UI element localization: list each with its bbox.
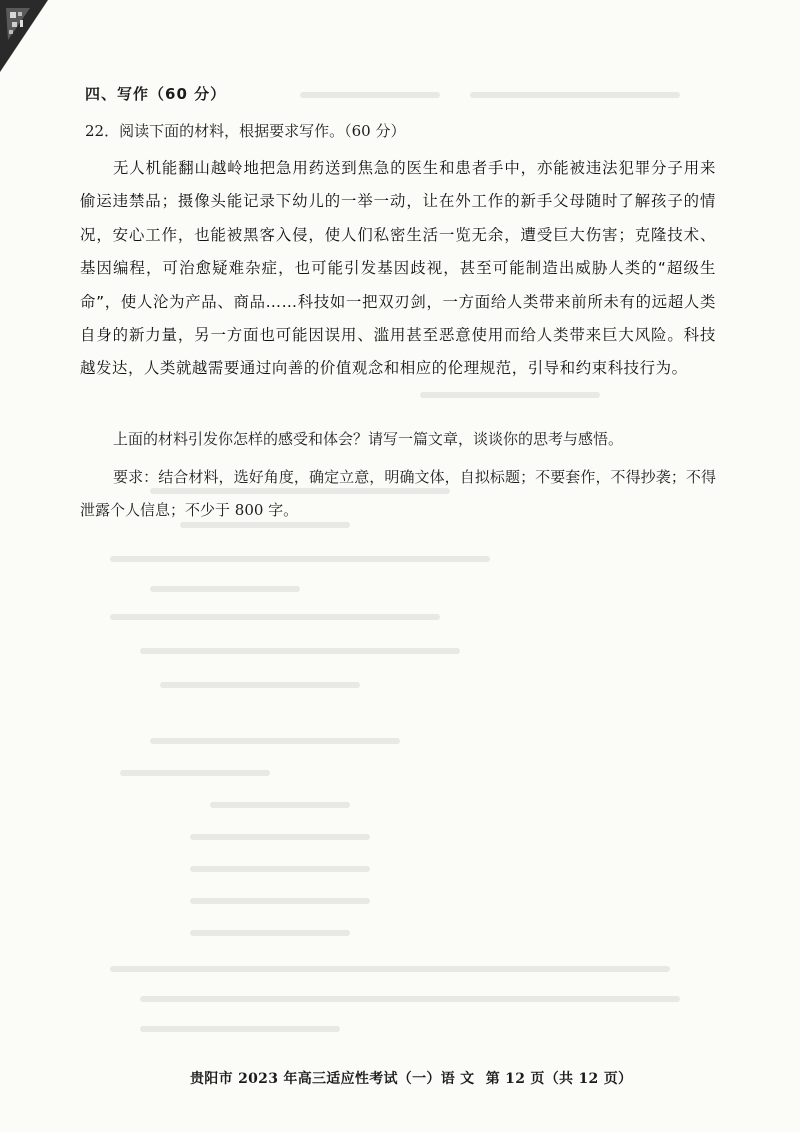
question-title: 22．阅读下面的材料，根据要求写作。（60 分）: [85, 122, 406, 140]
writing-prompt: 上面的材料引发你怎样的感受和体会？请写一篇文章，谈谈你的思考与感悟。: [113, 430, 624, 448]
material-paragraph: 无人机能翻山越岭地把急用药送到焦急的医生和患者手中，亦能被违法犯罪分子用来偷运违禁品；摄像头能记录下幼儿的一举一动，让在外工作的新手父母随时了解孩子的情况，安心工作，也能被黑客入侵，使人们私密生活一览无余，遭受巨大伤害；克隆技术、基因编程，可治愈疑难杂症，也可能引发基因歧视，甚至可能制造出威胁人类的“超级生命”，使人沦为产品、商品……科技如一把双刃剑，一方面给人类带来前所未有的远超人类自身的新力量，另一方面也可能因误用、滥用甚至恶意使用而给人类带来巨大风险。科技越发达，人类就越需要通过向善的价值观念和相应的伦理规范，引导和约束科技行为。: [80, 159, 716, 378]
corner-printer-mark-icon: [0, 0, 48, 72]
page-footer: [190, 1068, 638, 1088]
footer-exam-title: 贵阳市 2023 年高三适应性考试（一）语 文: [190, 1071, 475, 1087]
writing-requirements: 要求：结合材料，选好角度，确定立意，明确文体，自拟标题；不要套作，不得抄袭；不得泄露个人信息；不少于 800 字。: [80, 468, 716, 519]
section-heading: 四、写作（60 分）: [85, 85, 227, 103]
footer-page-number: 第 12 页（共 12 页）: [485, 1071, 633, 1087]
